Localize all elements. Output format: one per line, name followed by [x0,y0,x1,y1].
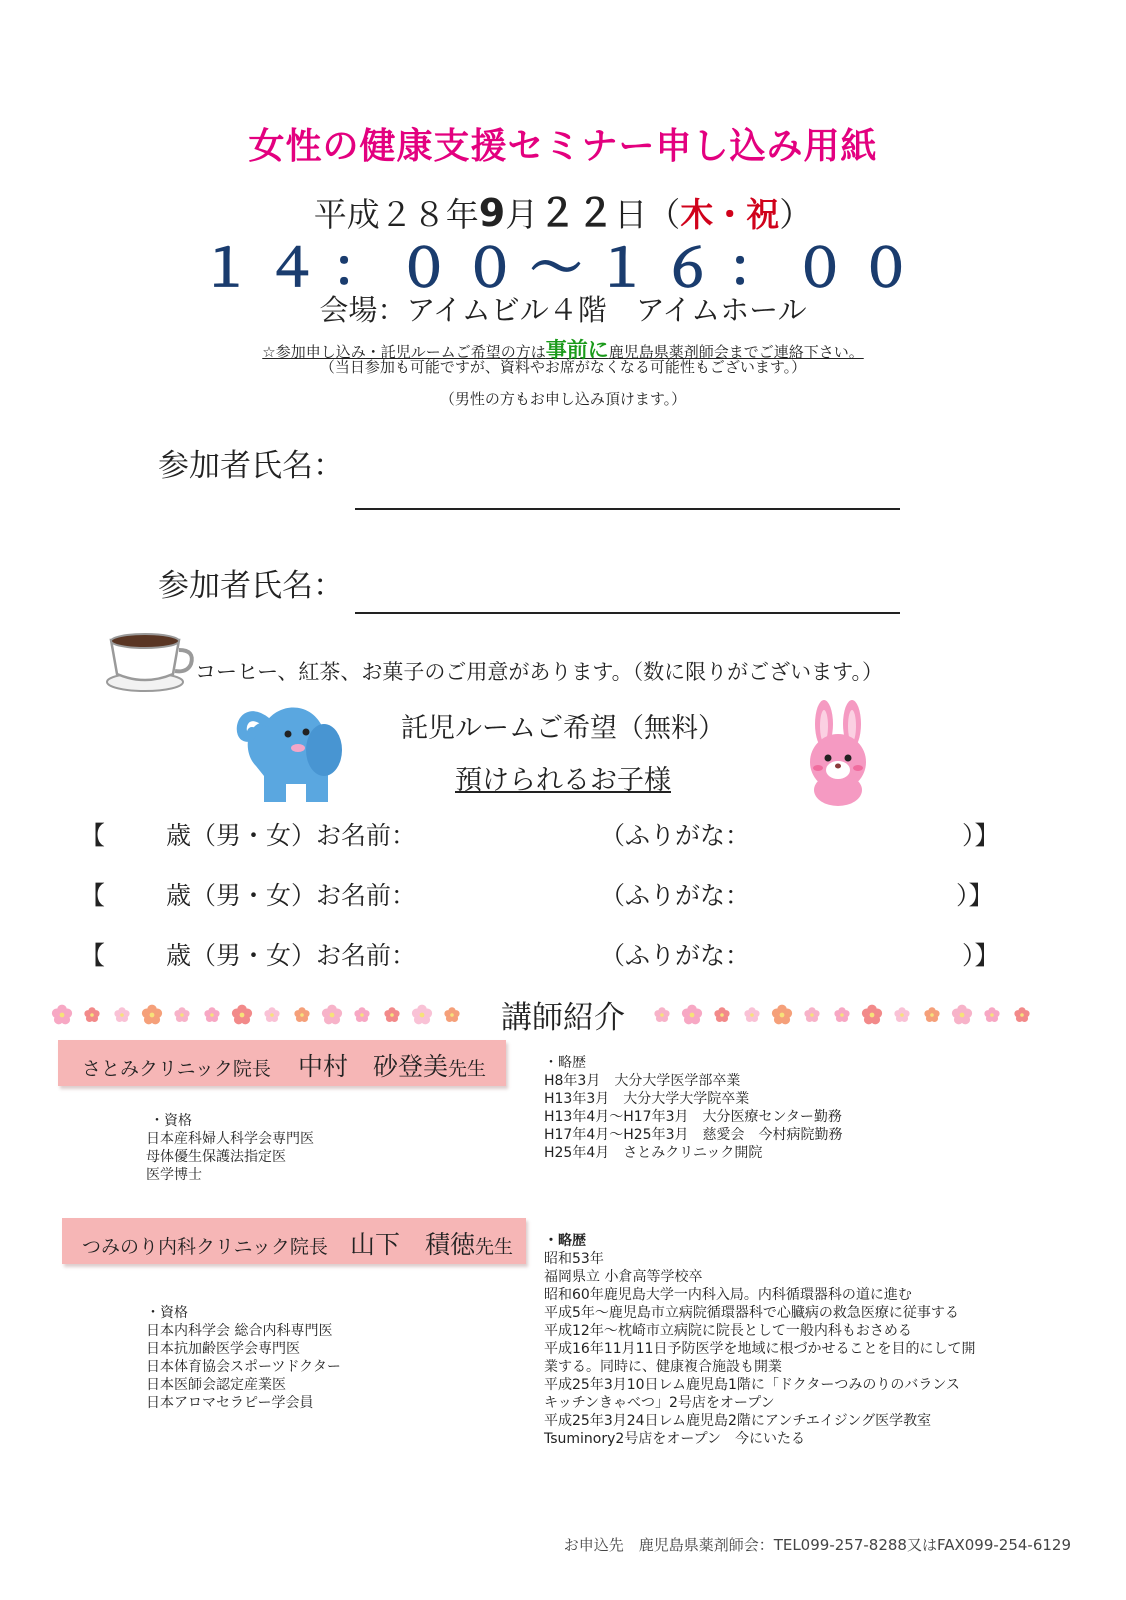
lecturer-section-title-text: 講師紹介 [495,1000,631,1036]
lecturer-1-career-item: H17年4月〜H25年3月 慈愛会 今村病院勤務 [544,1127,843,1143]
lecturer-1-qual-heading: ・資格 [150,1113,192,1129]
participant-name-line-1[interactable] [355,508,900,510]
refreshments-text: コーヒー、紅茶、お菓子のご用意があります。（数に限りがございます。） [195,660,883,684]
child-furigana: （ふりがな： [600,941,751,970]
notice-emphasis: 事前に [545,338,609,362]
lecturer-2-career-item: 平成25年3月10日レム鹿児島1階に「ドクターつみのりのバランス [544,1377,960,1393]
lecturer-1-qual: 医学博士 [146,1167,202,1183]
lecturer-2-name-text: 山下 積徳 [350,1230,476,1259]
lecturer-1-clinic: さとみクリニック院長 [82,1058,271,1080]
event-venue: 会場：アイムビル４階 アイムホール [319,293,807,327]
childcare-subtitle: 預けられるお子様 [455,765,671,796]
lecturer-1-career-heading: ・略歴 [544,1055,586,1071]
date-month: 9 [478,191,506,235]
lecturer-2-qual: 日本アロマセラピー学会員 [146,1395,314,1411]
child-age-name: 歳（男・女）お名前： [166,881,417,910]
lecturer-2-career-item: キッチンきゃべつ」2号店をオープン [544,1395,775,1411]
lecturer-1-name [298,1047,486,1083]
page-title: 女性の健康支援セミナー申し込み用紙 [248,126,878,167]
child-row-2[interactable] [80,876,1030,916]
lecturer-1-honorific: 先生 [448,1058,487,1080]
lecturer-2-honorific: 先生 [475,1236,514,1258]
lecturer-2-career-item: 福岡県立 小倉高等学校卒 [544,1269,703,1285]
child-row-close: ）】 [956,881,994,910]
participant-label-2: 参加者氏名： [158,568,344,604]
child-age-name: 歳（男・女）お名前： [166,821,417,850]
lecturer-2-career-item: 平成5年〜鹿児島市立病院循環器科で心臓病の救急医療に従事する [544,1305,959,1321]
notice-note-2: （男性の方もお申し込み頂けます。） [439,390,687,408]
lecturer-2-career-heading: ・略歴 [544,1233,586,1249]
lecturer-1-career-item: H8年3月 大分大学医学部卒業 [544,1073,741,1089]
lecturer-1-name-text: 中村 砂登美 [298,1052,449,1081]
lecturer-1-career-item: H13年4月〜H17年3月 大分医療センター勤務 [544,1109,842,1125]
lecturer-2-qualifications [146,1304,341,1412]
lecturer-section-title [0,992,1126,1037]
child-furigana: （ふりがな： [600,821,751,850]
notice-after: 鹿児島県薬剤師会までご連絡下さい。 [608,343,864,361]
lecturer-1-qualifications [146,1112,314,1184]
notice-before: ☆参加申し込み・託児ルームご希望の方は [262,343,546,361]
lecturer-1-band [58,1040,506,1086]
lecturer-2-qual: 日本抗加齢医学会専門医 [146,1341,300,1357]
notice-note-1: （当日参加も可能ですが、資料やお席がなくなる可能性もございます。） [319,358,807,376]
lecturer-2-qual: 日本医師会認定産業医 [146,1377,286,1393]
lecturer-2-career-item: 業する。同時に、健康複合施設も開業 [544,1359,782,1375]
lecturer-1-career [544,1054,843,1162]
childcare-title: 託児ルームご希望（無料） [401,713,725,744]
child-age-name: 歳（男・女）お名前： [166,941,417,970]
lecturer-2-career-item: 昭和60年鹿児島大学一内科入局。内科循環器科の道に進む [544,1287,912,1303]
lecturer-2-career-item: 平成16年11月11日予防医学を地域に根づかせることを目的にして開 [544,1341,976,1357]
child-row-1[interactable] [80,816,1030,856]
child-row-open: 【 [80,881,106,910]
lecturer-2-band [62,1218,526,1264]
lecturer-2-name [350,1225,513,1261]
contact-footer: お申込先 鹿児島県薬剤師会：TEL099-257-8288又はFAX099-254-6129 [563,1536,1071,1554]
date-month-unit: 月 [505,195,539,234]
child-row-close: ）】 [962,821,1000,850]
participant-name-line-2[interactable] [355,612,900,614]
date-weekday: 木・祝 [680,195,780,234]
lecturer-2-qual: 日本内科学会 総合内科専門医 [146,1323,333,1339]
date-day: ２２ [538,191,615,235]
event-time: １４：００〜１６：００ [199,239,926,299]
date-day-unit: 日（ [614,195,681,234]
lecturer-1-career-item: H25年4月 さとみクリニック開院 [544,1145,763,1161]
lecturer-2-qual: 日本体育協会スポーツドクター [146,1359,341,1375]
child-row-3[interactable] [80,936,1030,976]
coffee-cup-icon [105,628,197,694]
date-suffix: ） [779,195,813,234]
lecturer-1-qual: 日本産科婦人科学会専門医 [146,1131,314,1147]
lecturer-2-clinic: つみのり内科クリニック院長 [82,1236,328,1258]
lecturer-2-career-item: 平成25年3月24日レム鹿児島2階にアンチエイジング医学教室 [544,1413,932,1429]
child-row-close: ）】 [962,941,1000,970]
lecturer-2-career [544,1232,975,1448]
participant-label-1: 参加者氏名： [158,448,344,484]
lecturer-2-career-item: 昭和53年 [544,1251,604,1267]
lecturer-1-qual: 母体優生保護法指定医 [146,1149,286,1165]
lecturer-2-career-item: Tsuminory2号店をオープン 今にいたる [544,1431,806,1447]
lecturer-2-qual-heading: ・資格 [146,1305,188,1321]
rabbit-icon [800,698,876,806]
child-row-open: 【 [80,821,106,850]
lecturer-2-career-item: 平成12年〜枕崎市立病院に院長として一般内科もおさめる [544,1323,912,1339]
lecturer-1-career-item: H13年3月 大分大学大学院卒業 [544,1091,750,1107]
date-prefix: 平成２８年 [313,195,479,234]
child-furigana: （ふりがな： [600,881,751,910]
child-row-open: 【 [80,941,106,970]
